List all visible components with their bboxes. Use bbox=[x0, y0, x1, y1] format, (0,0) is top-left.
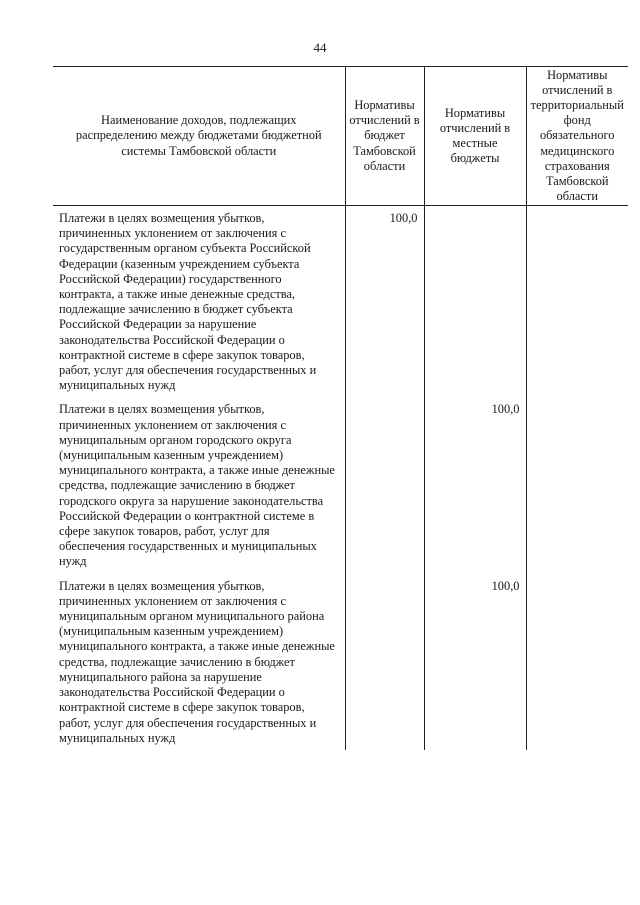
page-number: 44 bbox=[313, 40, 327, 55]
medical-fund-cell bbox=[526, 397, 628, 573]
medical-fund-cell bbox=[526, 206, 628, 398]
table-row bbox=[53, 397, 628, 573]
header-local-budgets: Нормативы отчислений в местные бюджеты bbox=[424, 67, 526, 206]
regional-budget-cell bbox=[345, 397, 424, 573]
revenue-name-cell: Платежи в целях возмещения убытков, причиненных уклонением от заключения с муниципальным органом муниципального района (муниципальным казенным учреждением) муниципального контракта, а также иные денежные средства, подлежащие зачислению в бюджет муниципального района за нарушение законодательства Российской Федерации о контрактной системе в сфере закупок товаров, работ, услуг для обеспечения государственных и муниципальных нужд bbox=[59, 578, 335, 745]
regional-budget-cell: 100,0 bbox=[345, 206, 424, 398]
table-header-row bbox=[53, 67, 628, 206]
revenue-name-cell: Платежи в целях возмещения убытков, причиненных уклонением от заключения с муниципальным органом городского округа (муниципальным казенным учреждением) муниципального контракта, а также иные денежные средства, подлежащие зачислению в бюджет городского округа за нарушение законодательства Российской Федерации о контрактной системе в сфере закупок товаров, работ, услуг для обеспечения государственных и муниципальных нужд bbox=[59, 402, 335, 569]
local-budgets-cell: 100,0 bbox=[424, 397, 526, 573]
regional-budget-cell bbox=[345, 574, 424, 750]
header-regional-budget: Нормативы отчислений в бюджет Тамбовской области bbox=[345, 67, 424, 206]
header-medical-insurance-fund: Нормативы отчислений в территориальный фонд обязательного медицинского страхования Тамбовской области bbox=[526, 67, 628, 206]
table-body bbox=[53, 206, 628, 750]
table-row bbox=[53, 206, 628, 398]
table-header bbox=[53, 67, 628, 206]
header-revenue-name: Наименование доходов, подлежащих распределению между бюджетами бюджетной системы Тамбовской области bbox=[53, 67, 345, 206]
local-budgets-cell bbox=[424, 206, 526, 398]
local-budgets-cell: 100,0 bbox=[424, 574, 526, 750]
medical-fund-cell bbox=[526, 574, 628, 750]
table-row bbox=[53, 574, 628, 750]
revenue-name-cell: Платежи в целях возмещения убытков, причиненных уклонением от заключения с государственным органом субъекта Российской Федерации (казенным учреждением субъекта Российской Федерации) государственного контракта, а также иные денежные средства, подлежащие зачислению в бюджет субъекта Российской Федерации за нарушение законодательства Российской Федерации о контрактной системе в сфере закупок товаров, работ, услуг для обеспечения государственных и муниципальных нужд bbox=[59, 211, 317, 393]
revenue-distribution-table bbox=[53, 66, 628, 750]
